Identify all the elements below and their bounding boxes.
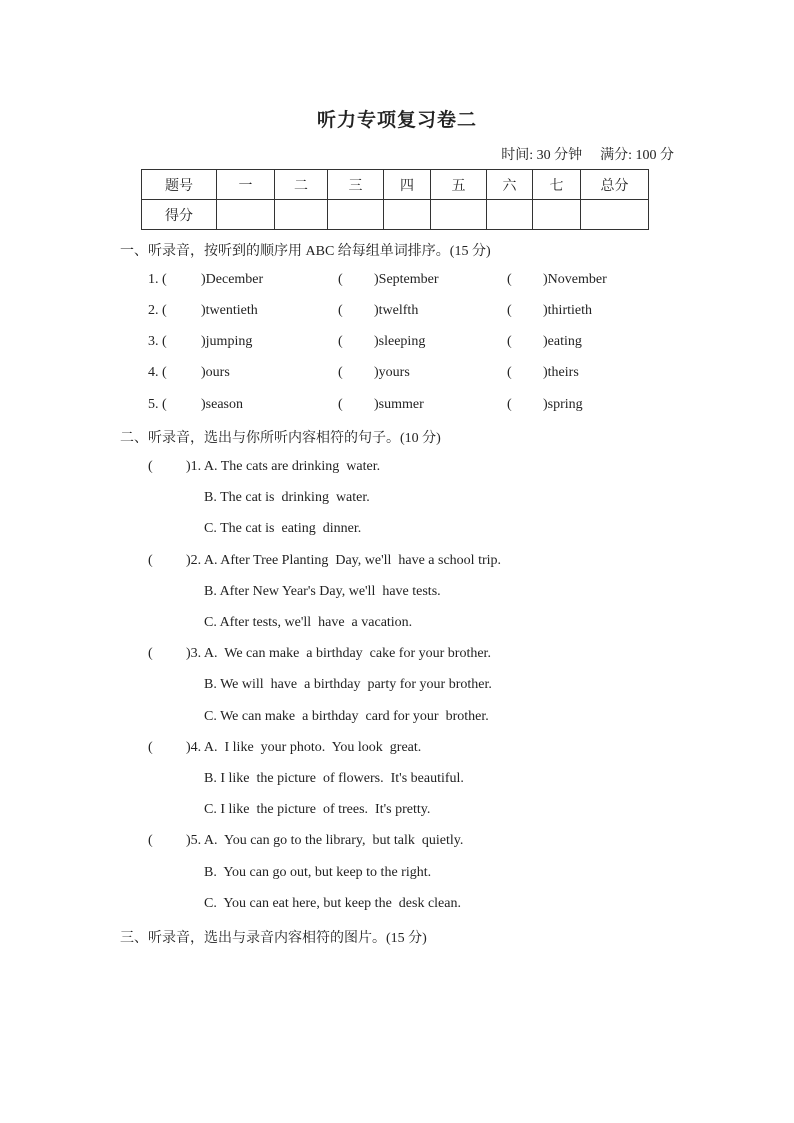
word-paren: ( (338, 272, 343, 287)
word-option: )spring (543, 397, 583, 412)
question-option: B. We will have a birthday party for your brother. (204, 677, 492, 692)
question-option: C. I like the picture of trees. It's pretty. (204, 802, 431, 817)
answer-paren: ( (148, 553, 153, 568)
section-1-title: 一、听录音，按听到的顺序用 ABC 给每组单词排序。(15 分) (120, 244, 491, 259)
question-option: C. The cat is eating dinner. (204, 521, 362, 536)
score-table-cell: 一 (217, 170, 275, 200)
score-input-cell[interactable] (217, 200, 275, 230)
word-paren: ( (338, 334, 343, 349)
word-paren: ( (507, 397, 512, 412)
score-table-cell: 六 (487, 170, 533, 200)
question-option: B. The cat is drinking water. (204, 490, 370, 505)
question-option: C. We can make a birthday card for your brother. (204, 709, 489, 724)
score-table-cell: 三 (328, 170, 384, 200)
score-input-cell[interactable] (533, 200, 581, 230)
word-option: )November (543, 272, 607, 287)
question-option: B. I like the picture of flowers. It's beautiful. (204, 771, 464, 786)
page-title: 听力专项复习卷二 (316, 110, 477, 131)
word-option: )sleeping (374, 334, 426, 349)
answer-paren: ( (148, 646, 153, 661)
word-paren: ( (507, 365, 512, 380)
score-table-cell: 七 (533, 170, 581, 200)
word-row-number: 4. ( (148, 365, 167, 380)
answer-paren: ( (148, 459, 153, 474)
question-stem: )1. A. The cats are drinking water. (186, 459, 381, 474)
word-row-number: 1. ( (148, 272, 167, 287)
score-table-cell: 得分 (142, 200, 217, 230)
question-stem: )4. A. I like your photo. You look great. (186, 740, 422, 755)
question-option: C. You can eat here, but keep the desk clean. (204, 896, 461, 911)
word-paren: ( (507, 334, 512, 349)
score-table-cell: 五 (431, 170, 487, 200)
question-option: B. You can go out, but keep to the right. (204, 865, 432, 880)
score-input-cell[interactable] (328, 200, 384, 230)
word-option: )eating (543, 334, 582, 349)
word-option: )ours (201, 365, 230, 380)
word-option: )twelfth (374, 303, 419, 318)
word-paren: ( (338, 365, 343, 380)
word-option: )season (201, 397, 243, 412)
score-table-header-row (142, 170, 649, 200)
word-paren: ( (338, 397, 343, 412)
word-option: )summer (374, 397, 424, 412)
word-option: )December (201, 272, 264, 287)
word-option: )yours (374, 365, 410, 380)
answer-paren: ( (148, 740, 153, 755)
score-input-cell[interactable] (487, 200, 533, 230)
score-input-cell[interactable] (431, 200, 487, 230)
time-limit: 时间: 30 分钟 (501, 148, 583, 163)
word-row-number: 5. ( (148, 397, 167, 412)
time-score-line (501, 144, 674, 164)
answer-paren: ( (148, 833, 153, 848)
score-table-cell: 二 (275, 170, 328, 200)
word-paren: ( (338, 303, 343, 318)
word-row-number: 2. ( (148, 303, 167, 318)
word-option: )thirtieth (543, 303, 592, 318)
question-option: B. After New Year's Day, we'll have tests. (204, 584, 441, 599)
word-row-number: 3. ( (148, 334, 167, 349)
score-table (141, 169, 649, 230)
score-input-cell[interactable] (275, 200, 328, 230)
score-input-cell[interactable] (384, 200, 431, 230)
full-score: 满分: 100 分 (600, 148, 674, 163)
score-table-cell: 题号 (142, 170, 217, 200)
section-2-title: 二、听录音，选出与你所听内容相符的句子。(10 分) (120, 431, 441, 446)
word-paren: ( (507, 272, 512, 287)
word-option: )theirs (543, 365, 579, 380)
score-input-cell[interactable] (581, 200, 649, 230)
question-option: C. After tests, we'll have a vacation. (204, 615, 413, 630)
score-table-cell: 总分 (581, 170, 649, 200)
score-table-cell: 四 (384, 170, 431, 200)
question-stem: )2. A. After Tree Planting Day, we'll have a school trip. (186, 553, 502, 568)
question-stem: )5. A. You can go to the library, but talk quietly. (186, 833, 464, 848)
word-option: )jumping (201, 334, 253, 349)
section-3-title: 三、听录音，选出与录音内容相符的图片。(15 分) (120, 931, 427, 946)
word-option: )twentieth (201, 303, 258, 318)
question-stem: )3. A. We can make a birthday cake for your brother. (186, 646, 491, 661)
score-table-score-row (142, 200, 649, 230)
word-paren: ( (507, 303, 512, 318)
word-option: )September (374, 272, 439, 287)
